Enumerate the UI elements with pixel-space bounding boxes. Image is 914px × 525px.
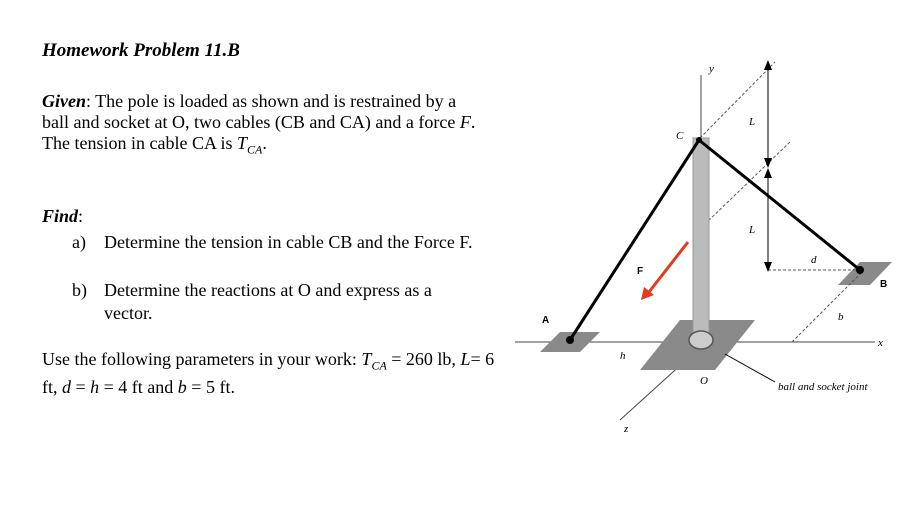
label-ball-socket-joint: ball and socket joint <box>778 381 868 393</box>
find-item-b-marker: b) <box>72 280 87 300</box>
given-end: . <box>262 133 267 153</box>
problem-title: Homework Problem 11.B <box>42 40 240 61</box>
label-d: d <box>811 254 817 266</box>
parameters-paragraph: Use the following parameters in your work: $T_{CA} = 260$ lb, L= 6 ft, d = h = 4 ft and b = 5 ft. <box>42 349 495 397</box>
label-f: F <box>637 266 644 277</box>
find-heading: Find: <box>42 206 84 226</box>
label-o: O <box>700 375 708 387</box>
given-paragraph <box>42 91 482 161</box>
pole-diagram <box>500 40 910 440</box>
cable-ca <box>570 140 699 340</box>
point-c-dot <box>696 137 702 143</box>
given-label: Given <box>42 91 86 111</box>
given-tension-symbol: T <box>236 133 247 153</box>
given-text-2: . The tension in cable CA is <box>42 112 476 153</box>
label-b-dim: b <box>838 311 844 323</box>
label-l-lower: L <box>749 224 756 236</box>
label-a: A <box>542 315 550 326</box>
point-a-dot <box>566 336 574 344</box>
label-z: z <box>624 423 629 435</box>
ball-socket <box>689 331 713 349</box>
find-item-a-text: Determine the tension in cable CB and the Force F. <box>104 232 473 252</box>
given-force-symbol: F <box>459 112 471 132</box>
given-tension-subscript: CA <box>246 142 263 157</box>
dim-arrow-1 <box>764 60 772 70</box>
force-f-arrow <box>649 242 688 292</box>
dim-arrow-3 <box>764 168 772 178</box>
pole <box>693 138 709 338</box>
find-item-a-marker: a) <box>72 232 86 252</box>
label-h: h <box>620 350 626 362</box>
given-text-1: : The pole is loaded as shown and is restrained by a ball and socket at O, two cables (CB and CA) and a force <box>42 91 460 132</box>
label-y: y <box>709 63 714 75</box>
find-item-b-text: Determine the reactions at O and express as a vector. <box>104 280 432 323</box>
label-c: C <box>676 130 684 142</box>
dim-arrow-2 <box>764 158 772 168</box>
label-b-point: B <box>880 279 888 290</box>
label-l-upper: L <box>749 116 756 128</box>
cable-cb <box>699 140 860 270</box>
label-x: x <box>878 337 883 349</box>
joint-leader <box>725 354 775 382</box>
point-b-dot <box>856 266 864 274</box>
